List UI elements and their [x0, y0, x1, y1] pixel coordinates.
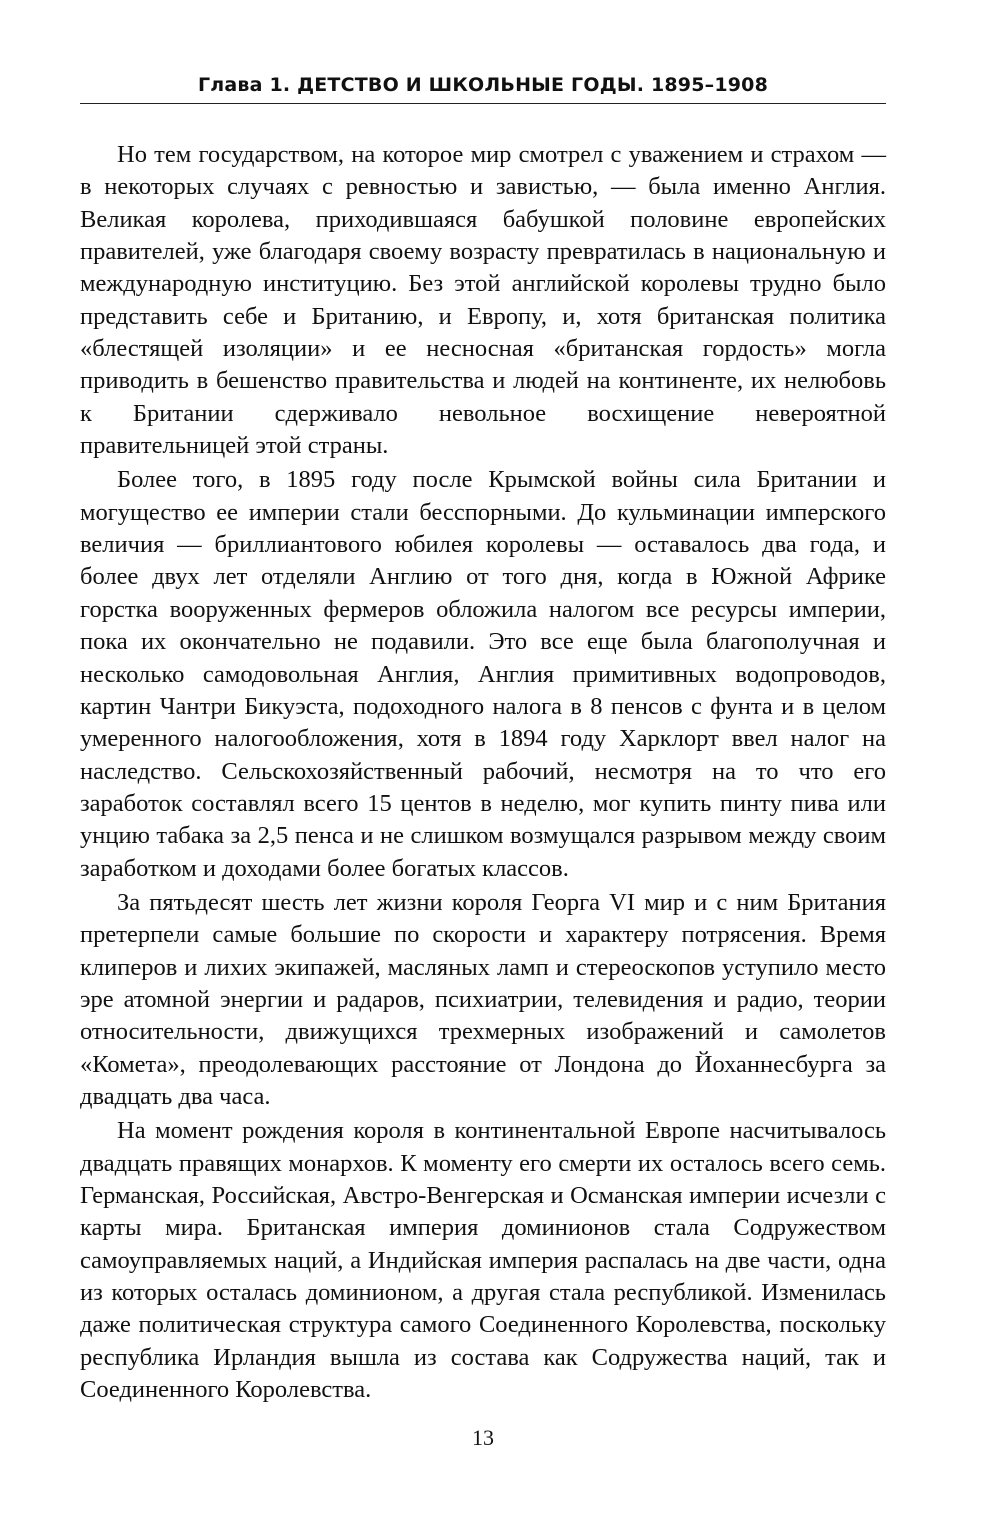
header-rule [80, 103, 886, 104]
body-text [80, 139, 886, 1408]
paragraph: Но тем государством, на которое мир смотрел с уважением и страхом — в некоторых случаях с ревностью и завистью, — была именно Англия. Великая королева, приходившаяся бабушкой половине европейских правителей, уже благодаря своему возрасту превратилась в национальную и международную институцию. Без этой английской королевы трудно было представить себе и Британию, и Европу, и, хотя британская политика «блестящей изоляции» и ее несносная «британская гордость» могла приводить в бешенство правительства и людей на континенте, их нелюбовь к Британии сдерживало невольное восхищение невероятной правительницей этой страны. [80, 141, 886, 460]
paragraph: На момент рождения короля в континентальной Европе насчитывалось двадцать правящих монархов. К моменту его смерти их осталось всего семь. Германская, Российская, Австро-Венгерская и Османская империи исчезли с карты мира. Британская империя доминионов стала Содружеством самоуправляемых наций, а Индийская империя распалась на две части, одна из которых осталась доминионом, а другая стала республикой. Изменилась даже политическая структура самого Соединенного Королевства, поскольку республика Ирландия вышла из состава как Содружества наций, так и Соединенного Королевства. [80, 1117, 886, 1404]
paragraph: За пятьдесят шесть лет жизни короля Георга VI мир и с ним Британия претерпели самые большие по скорости и характеру потрясения. Время клиперов и лихих экипажей, масляных ламп и стереоскопов уступило место эре атомной энергии и радаров, психиатрии, телевидения и радио, теории относительности, движущихся трехмерных изображений и самолетов «Комета», преодолевающих расстояние от Лондона до Йоханнесбурга за двадцать два часа. [80, 888, 886, 1110]
running-head: Глава 1. ДЕТСТВО И ШКОЛЬНЫЕ ГОДЫ. 1895–1908 [197, 74, 769, 96]
paragraph: Более того, в 1895 году после Крымской войны сила Британии и могущество ее империи стали бесспорными. До кульминации имперского величия — бриллиантового юбилея королевы — оставалось два года, и более двух лет отделяли Англию от того дня, когда в Южной Африке горстка вооруженных фермеров обложила налогом все ресурсы империи, пока их окончательно не подавили. Это все еще была благополучная и несколько самодовольная Англия, Англия примитивных водопроводов, картин Чантри Бикуэста, подоходного налога в 8 пенсов с фунта и в целом умеренного налогообложения, хотя в 1894 году Харклорт ввел налог на наследство. Сельскохозяйственный рабочий, несмотря на то что его заработок составлял всего 15 центов в неделю, мог купить пинту пива или унцию табака за 2,5 пенса и не слишком возмущался разрывом между своим заработком и доходами более богатых классов. [80, 466, 886, 882]
page-number: 13 [472, 1425, 494, 1450]
